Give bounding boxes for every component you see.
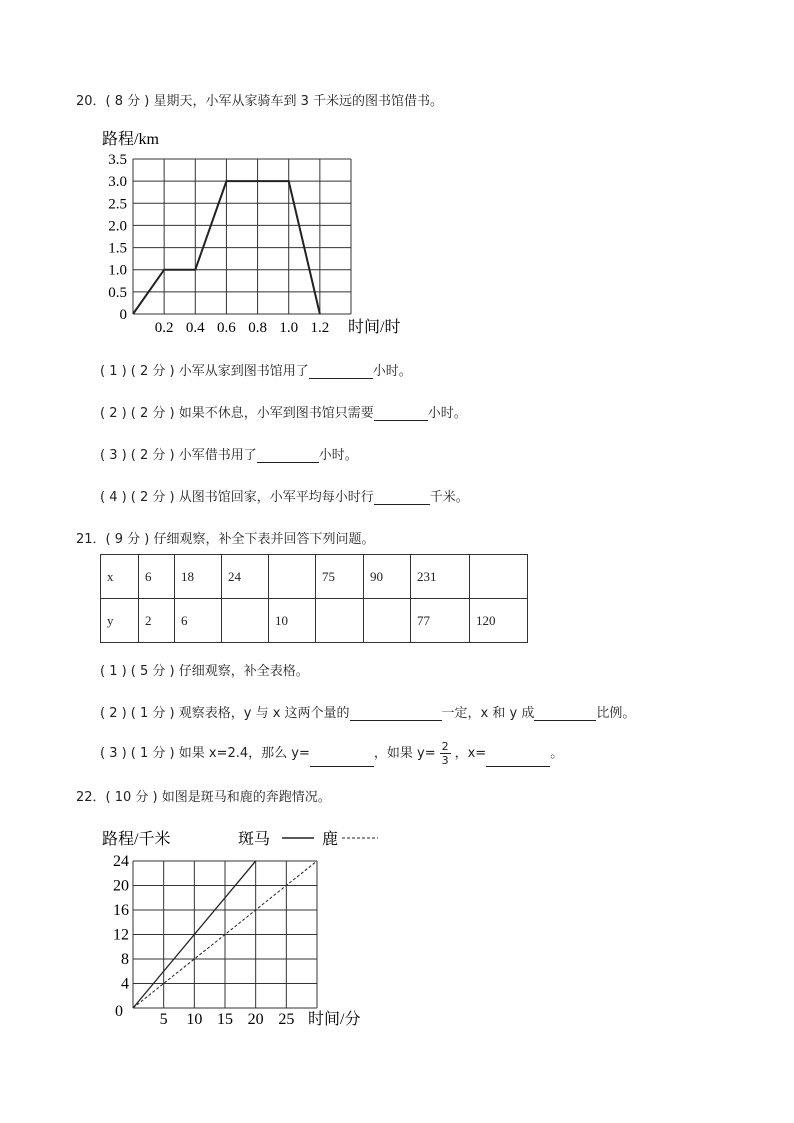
chart1-grid <box>133 159 351 314</box>
q21-sub2 <box>100 702 635 721</box>
table-cell: 10 <box>269 599 316 643</box>
x-tick-label: 0.8 <box>248 320 267 336</box>
legend-deer-label: 鹿 <box>322 831 339 848</box>
q20-sub4 <box>100 486 469 505</box>
table-cell: 90 <box>364 555 411 599</box>
q20-sub1-unit: 小时。 <box>372 364 412 379</box>
table-cell[interactable] <box>364 599 411 643</box>
q20-sub4-unit: 千米。 <box>429 490 469 505</box>
y-tick-label: 4 <box>121 975 129 993</box>
x-tick-label: 25 <box>278 1011 295 1028</box>
y-tick-label: 2.5 <box>108 196 127 213</box>
table-cell: y <box>101 599 139 643</box>
x-tick-label: 0.2 <box>154 320 174 336</box>
fraction-numerator: 2 <box>441 740 449 753</box>
chart2-ylabel: 路程/千米 <box>102 831 171 848</box>
chart1-y-ticks <box>108 152 127 323</box>
table-row-y <box>101 599 528 643</box>
answer-blank[interactable] <box>534 706 596 721</box>
q20-sub2-unit: 小时。 <box>427 406 467 421</box>
answer-blank[interactable] <box>257 448 319 463</box>
chart2-y-ticks <box>113 853 129 1020</box>
table-cell: 120 <box>470 599 528 643</box>
xy-table <box>100 554 528 643</box>
y-tick-label: 24 <box>113 853 129 870</box>
legend-zebra-label: 斑马 <box>238 831 271 848</box>
answer-blank[interactable] <box>486 752 550 767</box>
x-tick-label: 5 <box>159 1011 168 1028</box>
q20-sub1 <box>100 360 412 379</box>
y-tick-label: 16 <box>113 902 129 919</box>
table-cell: 75 <box>316 555 364 599</box>
x-tick-label: 0.4 <box>185 320 205 336</box>
fraction <box>440 740 451 767</box>
table-cell: 24 <box>222 555 269 599</box>
table-row-x <box>101 555 528 599</box>
q21-sub3-text: ( 3 ) ( 1 分 ) 如果 x=2.4，那么 y= <box>100 746 310 761</box>
x-tick-label: 1.0 <box>279 320 299 336</box>
y-tick-label: 12 <box>113 926 129 944</box>
y-tick-label: 1.5 <box>108 240 127 257</box>
x-tick-label: 0.6 <box>217 320 236 336</box>
table-cell: 77 <box>411 599 470 643</box>
q20-sub3-unit: 小时。 <box>318 448 358 463</box>
answer-blank[interactable] <box>309 364 373 379</box>
table-cell: 6 <box>139 555 175 599</box>
y-tick-label: 3.0 <box>108 174 127 191</box>
answer-blank[interactable] <box>374 406 428 421</box>
chart-zebra-deer <box>96 826 396 1036</box>
y-tick-label: 2.0 <box>108 218 127 235</box>
q20-title: 20．( 8 分 ) 星期天，小军从家骑车到 3 千米远的图书馆借书。 <box>76 94 444 109</box>
q21-sub2-mid: 一定，x 和 y 成 <box>441 706 535 721</box>
y-tick-label: 8 <box>121 951 129 968</box>
chart2-x-ticks <box>160 1011 295 1028</box>
y-tick-label: 0.5 <box>108 284 127 301</box>
x-tick-label: 1.2 <box>310 320 330 336</box>
y-tick-label: 1.0 <box>108 262 127 279</box>
answer-blank[interactable] <box>350 706 442 721</box>
fraction-denominator: 3 <box>441 754 449 767</box>
chart1-x-ticks <box>155 320 329 336</box>
y-tick-label: 0 <box>115 1003 123 1020</box>
chart1-ylabel: 路程/km <box>102 131 159 148</box>
q21-title: 21．( 9 分 ) 仔细观察，补全下表并回答下列问题。 <box>76 532 375 547</box>
q21-sub3-end: 。 <box>550 746 564 761</box>
x-tick-label: 20 <box>247 1011 264 1028</box>
q20-sub1-text: ( 1 ) ( 2 分 ) 小军从家到图书馆用了 <box>100 364 309 379</box>
chart-distance-time <box>96 124 426 339</box>
y-tick-label: 20 <box>113 877 129 895</box>
q20-sub2 <box>100 402 467 421</box>
y-tick-label: 0 <box>119 307 127 323</box>
answer-blank[interactable] <box>374 490 430 505</box>
table-cell: 6 <box>175 599 222 643</box>
table-cell: 2 <box>139 599 175 643</box>
table-cell: 18 <box>175 555 222 599</box>
table-cell[interactable] <box>470 555 528 599</box>
x-tick-label: 15 <box>217 1011 233 1028</box>
q20-sub2-text: ( 2 ) ( 2 分 ) 如果不休息，小军到图书馆只需要 <box>100 406 374 421</box>
q20-sub4-text: ( 4 ) ( 2 分 ) 从图书馆回家，小军平均每小时行 <box>100 490 374 505</box>
q20-sub3 <box>100 444 358 463</box>
chart1-xlabel: 时间/时 <box>348 319 401 336</box>
q21-sub3 <box>100 740 563 767</box>
table-cell: 231 <box>411 555 470 599</box>
q21-sub2-text: ( 2 ) ( 1 分 ) 观察表格，y 与 x 这两个量的 <box>100 706 350 721</box>
q20-sub3-text: ( 3 ) ( 2 分 ) 小军借书用了 <box>100 448 257 463</box>
table-cell[interactable] <box>222 599 269 643</box>
y-tick-label: 3.5 <box>108 152 127 168</box>
table-cell: x <box>101 555 139 599</box>
q21-sub2-unit: 比例。 <box>596 706 636 721</box>
table-cell[interactable] <box>269 555 316 599</box>
x-tick-label: 10 <box>186 1011 203 1028</box>
q21-sub3-mid2: ，x= <box>454 746 487 761</box>
chart2-xlabel: 时间/分 <box>308 1011 361 1028</box>
q21-sub1: ( 1 ) ( 5 分 ) 仔细观察，补全表格。 <box>100 664 309 679</box>
q21-sub3-mid: ，如果 y= <box>373 746 436 761</box>
answer-blank[interactable] <box>310 752 374 767</box>
q22-title: 22．( 10 分 ) 如图是斑马和鹿的奔跑情况。 <box>76 790 331 805</box>
table-cell[interactable] <box>316 599 364 643</box>
